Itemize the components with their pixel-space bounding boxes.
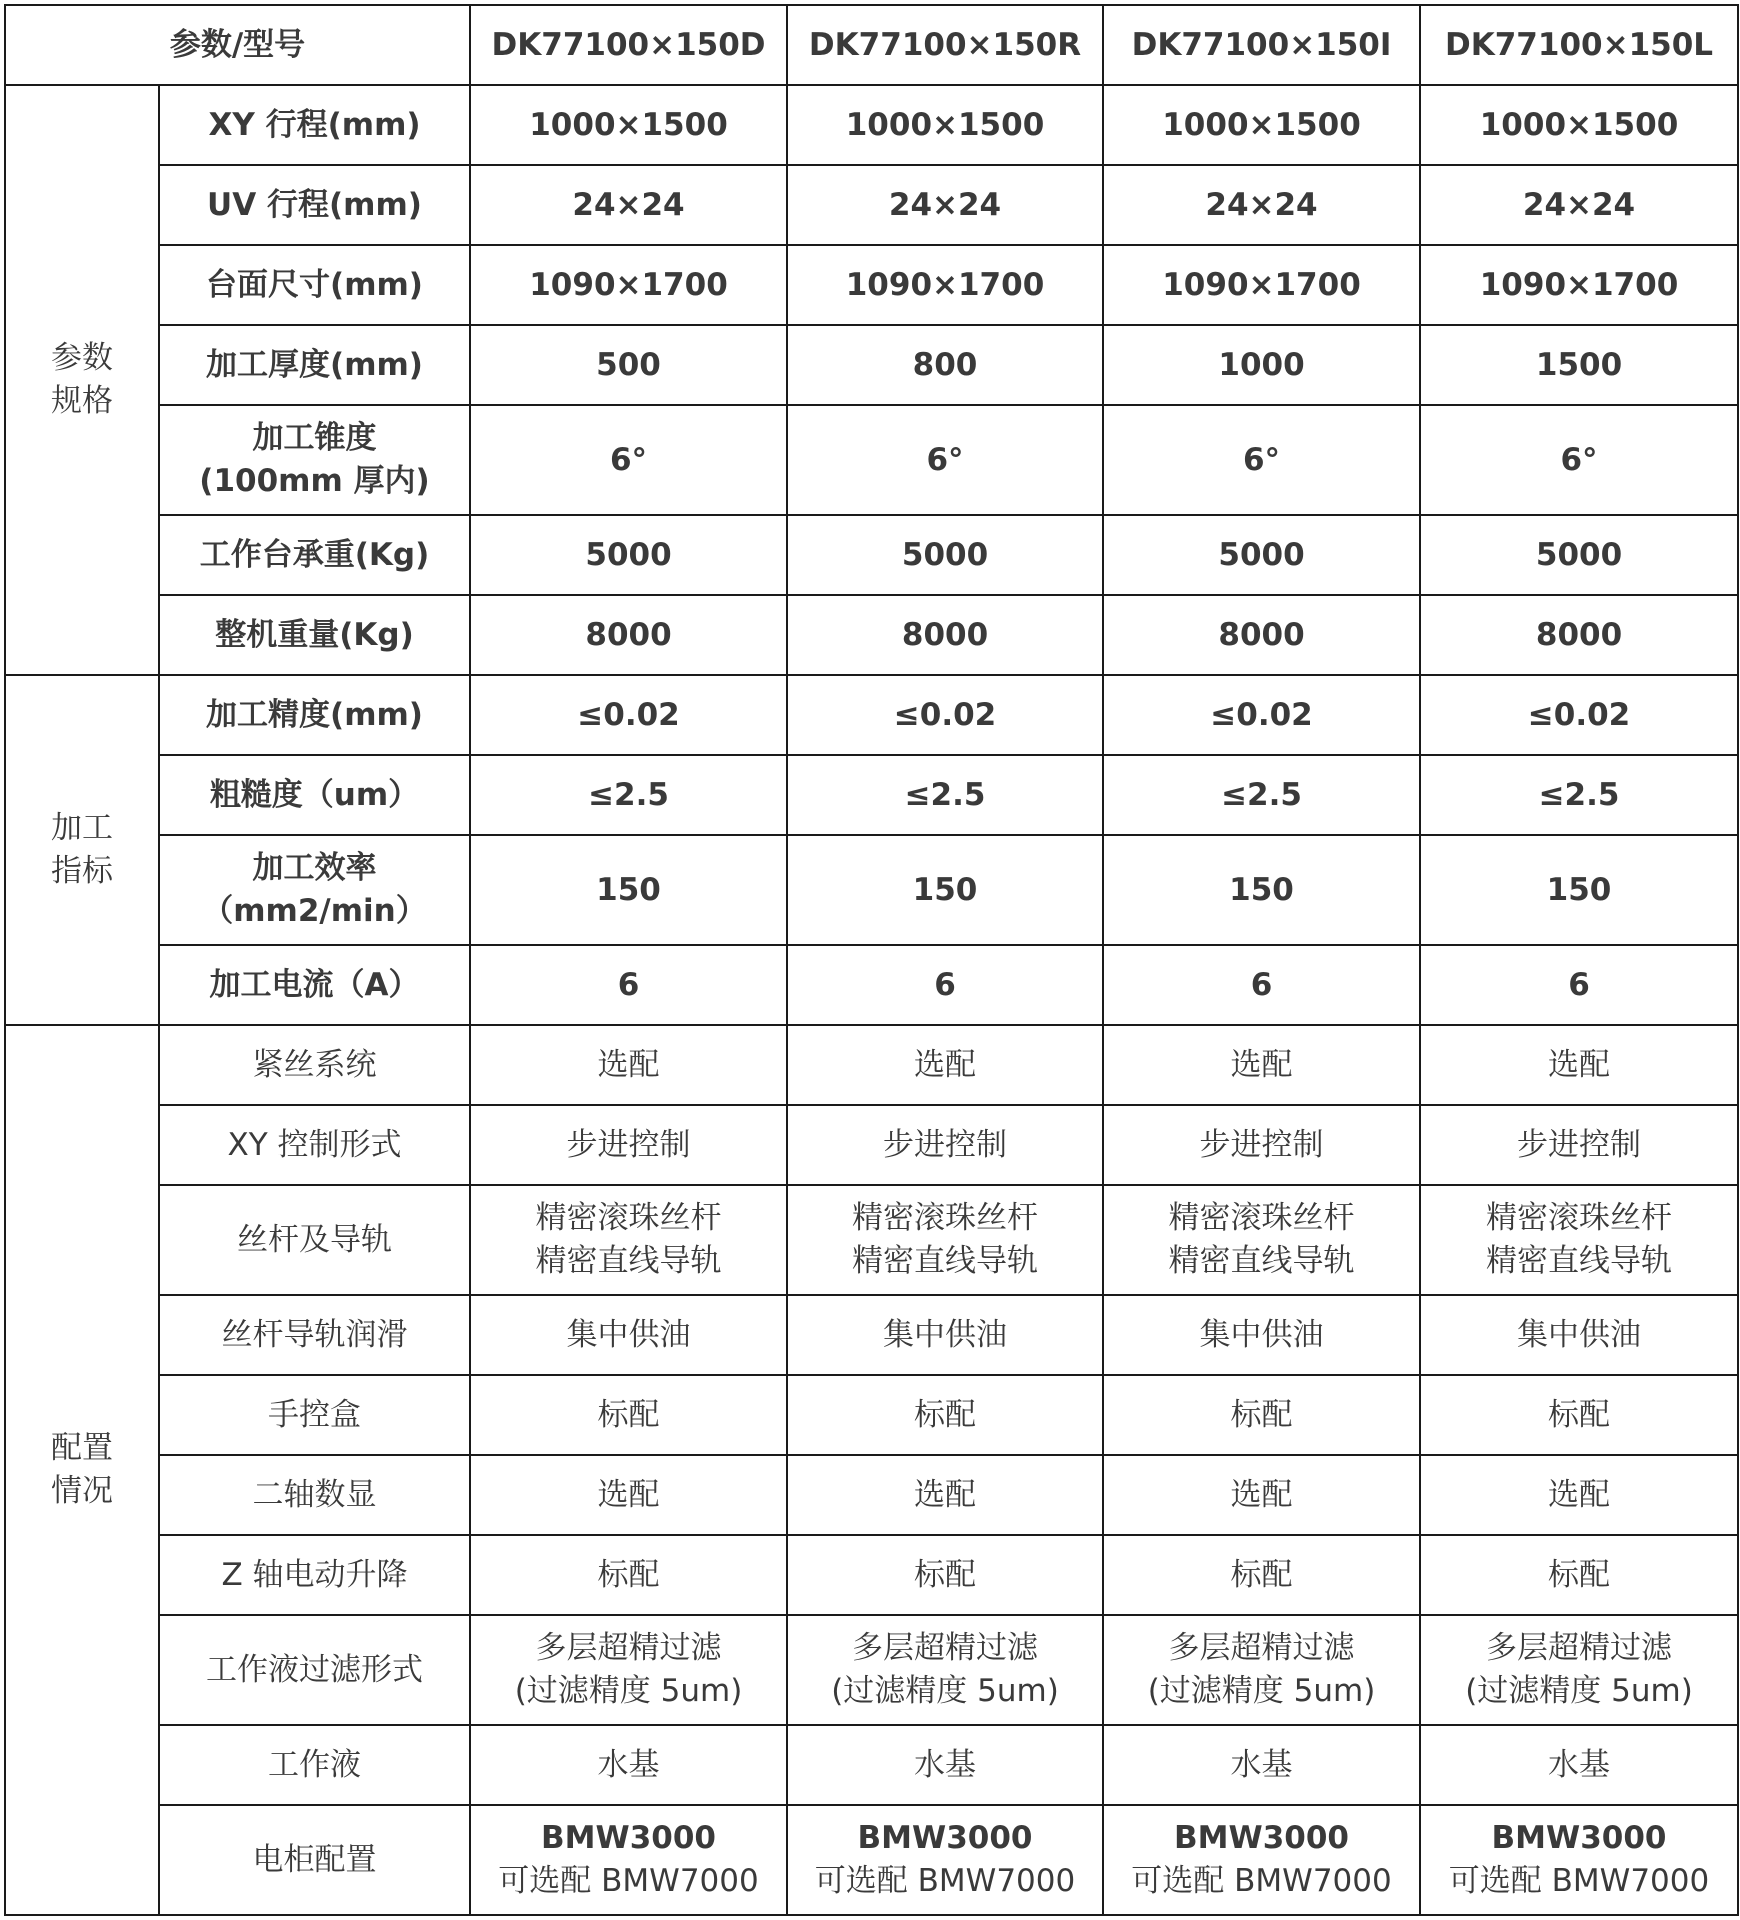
value-cell bbox=[1103, 1025, 1420, 1105]
table-row bbox=[5, 85, 1738, 165]
value-line: 选配 bbox=[597, 1476, 660, 1513]
table-row bbox=[5, 1295, 1738, 1375]
value-line: 集中供油 bbox=[566, 1316, 691, 1353]
table-row bbox=[5, 945, 1738, 1025]
header-row bbox=[5, 5, 1738, 85]
value-cell bbox=[1103, 85, 1420, 165]
parameter-label-cell bbox=[159, 1105, 470, 1185]
value-cell bbox=[787, 1805, 1103, 1915]
value-line: 24×24 bbox=[1522, 186, 1636, 223]
value-line: 6 bbox=[617, 966, 640, 1003]
value-line: 标配 bbox=[1548, 1396, 1611, 1433]
value-cell bbox=[1420, 1375, 1738, 1455]
table-row bbox=[5, 1615, 1738, 1725]
value-cell bbox=[1420, 1455, 1738, 1535]
value-cell bbox=[787, 755, 1103, 835]
parameter-label-line: 加工电流（A） bbox=[209, 966, 420, 1003]
value-line: 精密直线导轨 bbox=[1168, 1243, 1355, 1279]
value-cell bbox=[1420, 515, 1738, 595]
value-cell bbox=[1103, 1375, 1420, 1455]
value-line: 可选配 BMW7000 bbox=[1131, 1863, 1392, 1899]
value-cell bbox=[470, 165, 787, 245]
group-label-configuration bbox=[5, 1025, 159, 1915]
group-label-line: 参数 bbox=[51, 340, 113, 377]
value-line: 6 bbox=[934, 966, 956, 1003]
parameter-label-line: 丝杆及导轨 bbox=[237, 1221, 392, 1258]
value-line: 6° bbox=[1242, 441, 1281, 478]
value-line: 多层超精过滤 bbox=[1486, 1630, 1673, 1667]
value-line: 选配 bbox=[914, 1046, 977, 1083]
value-line: 5000 bbox=[901, 536, 989, 573]
parameter-label-line: 加工锥度 bbox=[252, 420, 377, 457]
parameter-label-cell bbox=[159, 1025, 470, 1105]
value-cell bbox=[1103, 1725, 1420, 1805]
value-cell bbox=[470, 1375, 787, 1455]
value-line: 选配 bbox=[1548, 1046, 1611, 1083]
value-cell bbox=[1103, 1455, 1420, 1535]
parameter-label-line: 丝杆导轨润滑 bbox=[221, 1316, 408, 1353]
value-cell bbox=[787, 325, 1103, 405]
value-line: 标配 bbox=[597, 1556, 660, 1593]
table-row bbox=[5, 595, 1738, 675]
parameter-label-cell bbox=[159, 325, 470, 405]
value-line: 步进控制 bbox=[883, 1126, 1008, 1163]
value-line: ≤2.5 bbox=[1538, 776, 1620, 813]
value-cell bbox=[470, 595, 787, 675]
value-cell bbox=[1420, 1105, 1738, 1185]
value-line: 步进控制 bbox=[1199, 1126, 1324, 1163]
value-line: 可选配 BMW7000 bbox=[814, 1863, 1076, 1899]
value-cell bbox=[1103, 1105, 1420, 1185]
value-cell bbox=[470, 1455, 787, 1535]
parameter-label-cell bbox=[159, 675, 470, 755]
parameter-label-cell bbox=[159, 595, 470, 675]
value-line: 多层超精过滤 bbox=[852, 1630, 1039, 1667]
group-label-line: 配置 bbox=[51, 1430, 113, 1467]
parameter-label-line: 紧丝系统 bbox=[252, 1046, 377, 1083]
value-line: 5000 bbox=[1535, 536, 1623, 573]
parameter-label-line: 二轴数显 bbox=[252, 1476, 377, 1513]
value-line: BMW3000 bbox=[541, 1820, 716, 1857]
parameter-label-cell bbox=[159, 1615, 470, 1725]
table-row bbox=[5, 1105, 1738, 1185]
table-row bbox=[5, 405, 1738, 515]
value-cell bbox=[1420, 165, 1738, 245]
corner-header-cell: 参数/型号 bbox=[5, 5, 470, 85]
value-cell bbox=[787, 245, 1103, 325]
value-line: 6° bbox=[1560, 441, 1598, 478]
model-header-cell: DK77100×150I bbox=[1103, 5, 1420, 85]
value-line: 1090×1700 bbox=[845, 266, 1045, 303]
value-line: 精密滚珠丝杆 bbox=[1168, 1200, 1355, 1237]
value-line: BMW3000 bbox=[1174, 1820, 1349, 1857]
parameter-label-cell bbox=[159, 1455, 470, 1535]
parameter-label-line: XY 控制形式 bbox=[227, 1126, 402, 1163]
value-line: 可选配 BMW7000 bbox=[1448, 1863, 1710, 1899]
value-line: 8000 bbox=[585, 616, 672, 653]
value-cell bbox=[470, 1025, 787, 1105]
table-row bbox=[5, 1025, 1738, 1105]
value-line: ≤0.02 bbox=[1527, 696, 1631, 733]
value-cell bbox=[470, 835, 787, 945]
value-cell bbox=[470, 85, 787, 165]
value-cell bbox=[470, 1805, 787, 1915]
value-cell bbox=[787, 1725, 1103, 1805]
parameter-label-line: 手控盒 bbox=[268, 1396, 361, 1433]
value-line: 集中供油 bbox=[883, 1316, 1008, 1353]
value-cell bbox=[1420, 755, 1738, 835]
value-cell bbox=[1103, 595, 1420, 675]
value-line: (过滤精度 5um) bbox=[514, 1673, 743, 1709]
value-line: 150 bbox=[596, 871, 661, 908]
value-cell bbox=[470, 1725, 787, 1805]
parameter-label-cell bbox=[159, 405, 470, 515]
value-cell bbox=[1420, 245, 1738, 325]
value-cell bbox=[1103, 1615, 1420, 1725]
parameter-label-line: Z 轴电动升降 bbox=[221, 1556, 408, 1593]
value-line: 多层超精过滤 bbox=[535, 1630, 722, 1667]
value-line: 6° bbox=[926, 441, 964, 478]
value-cell bbox=[470, 1535, 787, 1615]
parameter-label-cell bbox=[159, 85, 470, 165]
value-line: 24×24 bbox=[888, 186, 1002, 223]
value-cell bbox=[1103, 515, 1420, 595]
value-cell bbox=[1103, 325, 1420, 405]
value-cell bbox=[787, 1105, 1103, 1185]
value-cell bbox=[787, 945, 1103, 1025]
parameter-label-cell bbox=[159, 945, 470, 1025]
parameter-label-line: 整机重量(Kg) bbox=[215, 616, 414, 653]
value-cell bbox=[787, 165, 1103, 245]
value-line: 6 bbox=[1568, 966, 1590, 1003]
parameter-label-line: 加工精度(mm) bbox=[206, 696, 423, 733]
value-line: 精密滚珠丝杆 bbox=[1486, 1200, 1673, 1237]
value-cell bbox=[1103, 405, 1420, 515]
model-header-cell: DK77100×150D bbox=[470, 5, 787, 85]
parameter-label-line: （mm2/min） bbox=[202, 893, 427, 929]
value-line: 1000×1500 bbox=[1479, 106, 1679, 143]
value-cell bbox=[470, 515, 787, 595]
value-line: 6 bbox=[1250, 966, 1273, 1003]
parameter-label-cell bbox=[159, 165, 470, 245]
value-cell bbox=[787, 1295, 1103, 1375]
model-header-cell: DK77100×150L bbox=[1420, 5, 1738, 85]
value-line: 集中供油 bbox=[1517, 1316, 1642, 1353]
value-cell bbox=[470, 245, 787, 325]
value-line: 标配 bbox=[1548, 1556, 1611, 1593]
parameter-label-line: 工作液过滤形式 bbox=[206, 1651, 423, 1688]
parameter-label-line: 工作台承重(Kg) bbox=[199, 536, 430, 573]
value-line: 精密直线导轨 bbox=[1486, 1243, 1673, 1279]
value-line: 1090×1700 bbox=[1162, 266, 1361, 303]
value-line: BMW3000 bbox=[857, 1820, 1033, 1857]
value-line: 标配 bbox=[914, 1396, 977, 1433]
value-line: 选配 bbox=[1230, 1476, 1293, 1513]
table-row bbox=[5, 1455, 1738, 1535]
value-line: (过滤精度 5um) bbox=[1465, 1673, 1693, 1709]
value-line: 水基 bbox=[914, 1746, 977, 1783]
parameter-label-cell bbox=[159, 515, 470, 595]
parameter-label-cell bbox=[159, 1535, 470, 1615]
value-cell bbox=[470, 675, 787, 755]
value-line: 选配 bbox=[1230, 1046, 1293, 1083]
value-cell bbox=[787, 1535, 1103, 1615]
value-line: 1000 bbox=[1218, 346, 1305, 383]
value-line: ≤2.5 bbox=[904, 776, 986, 813]
spec-table-body bbox=[5, 5, 1738, 1915]
value-line: 标配 bbox=[1230, 1396, 1293, 1433]
value-cell bbox=[1420, 1805, 1738, 1915]
value-cell bbox=[470, 1295, 787, 1375]
value-line: 1000×1500 bbox=[845, 106, 1045, 143]
parameter-label-cell bbox=[159, 245, 470, 325]
value-line: 精密直线导轨 bbox=[535, 1243, 722, 1279]
value-line: 步进控制 bbox=[1517, 1126, 1642, 1163]
value-line: 标配 bbox=[914, 1556, 977, 1593]
parameter-label-cell bbox=[159, 835, 470, 945]
value-cell bbox=[787, 85, 1103, 165]
value-line: (过滤精度 5um) bbox=[1147, 1673, 1376, 1709]
value-line: 标配 bbox=[597, 1396, 660, 1433]
model-header-cell: DK77100×150R bbox=[787, 5, 1103, 85]
group-label-line: 加工 bbox=[51, 810, 113, 847]
value-line: 精密滚珠丝杆 bbox=[852, 1200, 1039, 1237]
parameter-label-cell bbox=[159, 1375, 470, 1455]
value-cell bbox=[470, 325, 787, 405]
value-cell bbox=[1420, 1535, 1738, 1615]
value-cell bbox=[787, 1025, 1103, 1105]
value-cell bbox=[1103, 1805, 1420, 1915]
value-line: 24×24 bbox=[572, 186, 685, 223]
group-label-line: 情况 bbox=[51, 1473, 113, 1509]
value-line: 24×24 bbox=[1205, 186, 1318, 223]
value-cell bbox=[1420, 405, 1738, 515]
value-line: 150 bbox=[1546, 871, 1612, 908]
value-cell bbox=[1420, 675, 1738, 755]
value-cell bbox=[787, 835, 1103, 945]
value-cell bbox=[1103, 945, 1420, 1025]
value-line: 6° bbox=[609, 441, 648, 478]
value-cell bbox=[1420, 85, 1738, 165]
value-cell bbox=[470, 1105, 787, 1185]
table-row bbox=[5, 515, 1738, 595]
value-cell bbox=[787, 675, 1103, 755]
value-line: 选配 bbox=[914, 1476, 977, 1513]
value-line: 水基 bbox=[1230, 1746, 1293, 1783]
value-cell bbox=[1420, 1185, 1738, 1295]
parameter-label-cell bbox=[159, 1725, 470, 1805]
value-cell bbox=[1103, 1295, 1420, 1375]
value-cell bbox=[470, 755, 787, 835]
value-line: 150 bbox=[912, 871, 978, 908]
parameter-label-line: 加工厚度(mm) bbox=[206, 346, 423, 383]
parameter-label-cell bbox=[159, 1185, 470, 1295]
table-row bbox=[5, 1535, 1738, 1615]
value-line: 可选配 BMW7000 bbox=[498, 1863, 759, 1899]
parameter-label-line: XY 行程(mm) bbox=[208, 106, 421, 143]
value-line: ≤0.02 bbox=[577, 696, 680, 733]
value-line: ≤0.02 bbox=[893, 696, 997, 733]
value-cell bbox=[470, 405, 787, 515]
value-cell bbox=[1103, 835, 1420, 945]
group-label-performance bbox=[5, 675, 159, 1025]
spec-table bbox=[4, 4, 1739, 1916]
value-line: 水基 bbox=[1548, 1746, 1611, 1783]
value-cell bbox=[1103, 165, 1420, 245]
parameter-label-line: UV 行程(mm) bbox=[207, 186, 422, 223]
value-cell bbox=[470, 945, 787, 1025]
value-cell bbox=[1420, 835, 1738, 945]
parameter-label-cell bbox=[159, 1295, 470, 1375]
value-cell bbox=[1420, 595, 1738, 675]
value-cell bbox=[1420, 1725, 1738, 1805]
value-line: 150 bbox=[1229, 871, 1294, 908]
value-cell bbox=[1420, 945, 1738, 1025]
table-row bbox=[5, 165, 1738, 245]
value-line: 8000 bbox=[1218, 616, 1305, 653]
parameter-label-cell bbox=[159, 1805, 470, 1915]
value-cell bbox=[1103, 1535, 1420, 1615]
value-line: 选配 bbox=[1548, 1476, 1611, 1513]
value-cell bbox=[787, 595, 1103, 675]
group-label-line: 规格 bbox=[51, 383, 113, 419]
table-row bbox=[5, 835, 1738, 945]
value-line: 1090×1700 bbox=[529, 266, 728, 303]
value-cell bbox=[787, 1375, 1103, 1455]
parameter-label-line: 工作液 bbox=[268, 1746, 361, 1783]
value-line: 水基 bbox=[597, 1746, 660, 1783]
parameter-label-line: 电柜配置 bbox=[252, 1841, 377, 1878]
table-row bbox=[5, 1805, 1738, 1915]
value-cell bbox=[470, 1615, 787, 1725]
parameter-label-line: 加工效率 bbox=[252, 850, 377, 887]
group-label-line: 指标 bbox=[51, 853, 113, 889]
value-cell bbox=[787, 1185, 1103, 1295]
value-cell bbox=[470, 1185, 787, 1295]
value-cell bbox=[1103, 755, 1420, 835]
value-line: 1500 bbox=[1535, 346, 1623, 383]
value-line: 步进控制 bbox=[566, 1126, 691, 1163]
value-line: 8000 bbox=[901, 616, 989, 653]
parameter-label-line: (100mm 厚内) bbox=[199, 463, 430, 499]
value-cell bbox=[1103, 245, 1420, 325]
parameter-label-cell bbox=[159, 755, 470, 835]
value-cell bbox=[787, 1615, 1103, 1725]
table-row bbox=[5, 1185, 1738, 1295]
table-row bbox=[5, 675, 1738, 755]
value-line: 5000 bbox=[1218, 536, 1305, 573]
value-line: (过滤精度 5um) bbox=[831, 1673, 1059, 1709]
value-cell bbox=[787, 515, 1103, 595]
value-line: ≤0.02 bbox=[1210, 696, 1313, 733]
parameter-label-line: 台面尺寸(mm) bbox=[206, 266, 423, 303]
value-line: 800 bbox=[912, 346, 978, 383]
value-cell bbox=[1420, 1025, 1738, 1105]
value-cell bbox=[1420, 1615, 1738, 1725]
value-line: ≤2.5 bbox=[1221, 776, 1302, 813]
value-line: 集中供油 bbox=[1199, 1316, 1324, 1353]
value-line: 多层超精过滤 bbox=[1168, 1630, 1355, 1667]
value-cell bbox=[787, 405, 1103, 515]
value-line: 1090×1700 bbox=[1479, 266, 1679, 303]
parameter-label-line: 粗糙度（um） bbox=[209, 776, 420, 813]
value-line: 1000×1500 bbox=[1162, 106, 1361, 143]
value-cell bbox=[1420, 1295, 1738, 1375]
value-line: 500 bbox=[596, 346, 661, 383]
value-line: 1000×1500 bbox=[529, 106, 728, 143]
value-line: ≤2.5 bbox=[588, 776, 669, 813]
table-row bbox=[5, 755, 1738, 835]
table-row bbox=[5, 245, 1738, 325]
table-row bbox=[5, 1375, 1738, 1455]
value-line: BMW3000 bbox=[1491, 1820, 1667, 1857]
value-line: 精密滚珠丝杆 bbox=[535, 1200, 722, 1237]
value-line: 选配 bbox=[597, 1046, 660, 1083]
value-cell bbox=[787, 1455, 1103, 1535]
value-cell bbox=[1103, 1185, 1420, 1295]
value-line: 8000 bbox=[1535, 616, 1623, 653]
value-line: 标配 bbox=[1230, 1556, 1293, 1593]
value-line: 精密直线导轨 bbox=[852, 1243, 1039, 1279]
table-row bbox=[5, 325, 1738, 405]
value-line: 5000 bbox=[585, 536, 672, 573]
table-row bbox=[5, 1725, 1738, 1805]
value-cell bbox=[1103, 675, 1420, 755]
group-label-spec bbox=[5, 85, 159, 675]
value-cell bbox=[1420, 325, 1738, 405]
